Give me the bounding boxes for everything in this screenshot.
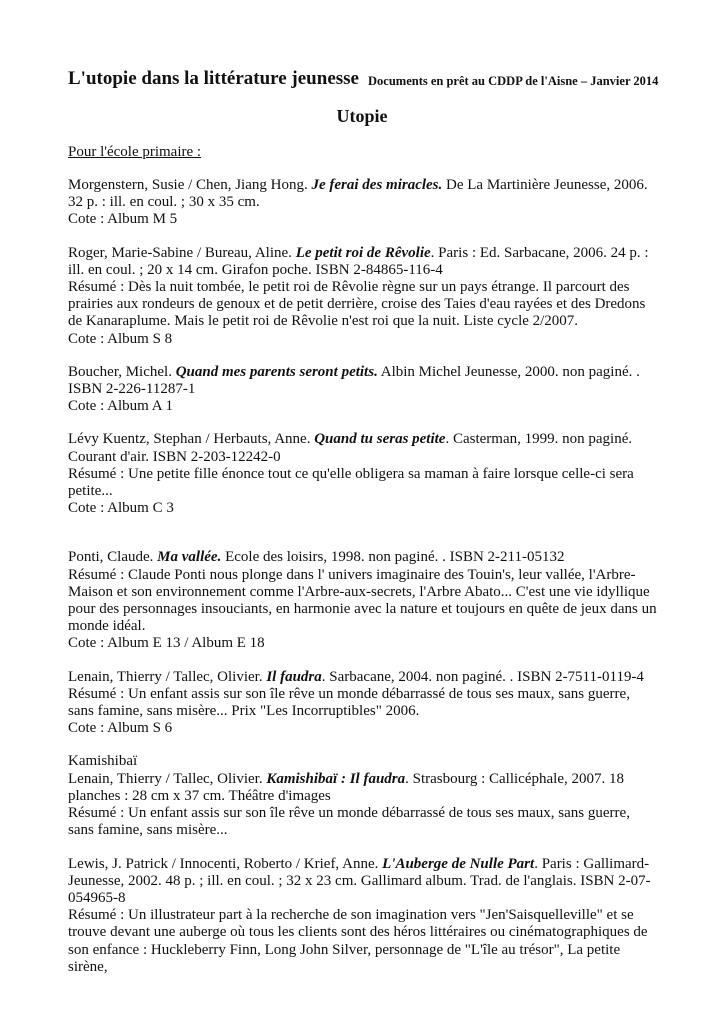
- entry-publication: De La Martinière Jeunesse, 2006. 32 p. : ill. en coul. ; 30 x 35 cm.: [68, 177, 648, 211]
- entry-citation: [68, 177, 658, 211]
- entry-cote: Cote : Album S 8: [68, 330, 173, 347]
- header-main-title: L'utopie dans la littérature jeunesse: [68, 68, 359, 89]
- bibliography-entry: [68, 669, 658, 738]
- entry-authors: Lévy Kuentz, Stephan / Herbauts, Anne.: [68, 431, 315, 448]
- entry-citation: [68, 431, 658, 465]
- entry-resume: Résumé : Une petite fille énonce tout ce qu'elle obligera sa maman à faire lorsque celle-ci sera petite...: [68, 465, 634, 500]
- entry-citation: [68, 364, 658, 398]
- entry-authors: Lewis, J. Patrick / Innocenti, Roberto / Krief, Anne.: [68, 855, 383, 872]
- entry-publication: . Strasbourg : Callicéphale, 2007. 18 planches : 28 cm x 37 cm. Théâtre d'images: [68, 770, 624, 804]
- entry-resume: Résumé : Dès la nuit tombée, le petit roi de Rêvolie règne sur un pays étrange. Il parcourt des prairies aux rondeurs de genoux et de petit derrière, croise des Taies d'eau rayées et des Dredons de Kanaraplume. Mais le petit roi de Rêvolie n'est roi que la nuit. Liste cycle 2/2007.: [68, 279, 646, 330]
- entry-citation: [68, 549, 658, 566]
- section-heading: Pour l'école primaire :: [68, 144, 202, 160]
- bibliography-entry: [68, 364, 658, 416]
- entry-authors: Morgenstern, Susie / Chen, Jiang Hong.: [68, 177, 312, 193]
- entry-publication: Albin Michel Jeunesse, 2000. non paginé. . ISBN 2-226-11287-1: [68, 363, 640, 398]
- entry-list: [68, 177, 658, 992]
- entry-title: Kamishibaï : Il faudra: [266, 770, 406, 787]
- entry-cote: Cote : Album A 1: [68, 398, 174, 415]
- bibliography-entry: [68, 431, 658, 517]
- bibliography-entry: [68, 753, 658, 839]
- entry-cote: Cote : Album S 6: [68, 720, 173, 737]
- entry-publication: . Casterman, 1999. non paginé. Courant d'air. ISBN 2-203-12242-0: [68, 431, 633, 465]
- entry-resume: Résumé : Un enfant assis sur son île rêve un monde débarrassé de tous ses maux, sans guerre, sans famine, sans misère... Prix "Les Incorruptibles" 2006.: [68, 685, 630, 720]
- entry-publication: Ecole des loisirs, 1998. non paginé. . ISBN 2-211-05132: [221, 549, 565, 566]
- entry-resume: Résumé : Un enfant assis sur son île rêve un monde débarrassé de tous ses maux, sans guerre, sans famine, sans misère...: [68, 805, 630, 839]
- entry-authors: Ponti, Claude.: [68, 549, 158, 566]
- entry-authors: Roger, Marie-Sabine / Bureau, Aline.: [68, 244, 296, 261]
- entry-citation: [68, 245, 658, 279]
- page-title: Utopie: [336, 106, 388, 126]
- entry-title: Il faudra: [266, 668, 322, 685]
- entry-title: Quand tu seras petite: [314, 431, 446, 448]
- entry-authors: Lenain, Thierry / Tallec, Olivier.: [68, 770, 267, 787]
- entry-citation: [68, 856, 658, 908]
- entry-category: Kamishibaï: [68, 753, 138, 770]
- header-side-note: Documents en prêt au CDDP de l'Aisne – Janvier 2014: [368, 74, 659, 88]
- entry-resume: Résumé : Claude Ponti nous plonge dans l' univers imaginaire des Touin's, leur vallée, l'Arbre-Maison et son environnement comme l'Arbre-aux-secrets, l'Arbre Abato... C'est une vie idyllique pour des personnages insouciants, en harmonie avec la nature et toujours en quête de jeux dans un monde idéal.: [68, 566, 657, 635]
- entry-title: L'Auberge de Nulle Part: [382, 855, 535, 872]
- entry-citation: [68, 669, 658, 686]
- entry-authors: Boucher, Michel.: [68, 363, 176, 380]
- entry-cote: Cote : Album C 3: [68, 500, 174, 517]
- entry-authors: Lenain, Thierry / Tallec, Olivier.: [68, 668, 267, 685]
- entry-title: Le petit roi de Rêvolie: [295, 244, 431, 261]
- entry-citation: [68, 771, 658, 805]
- entry-cote: Cote : Album M 5: [68, 211, 178, 228]
- bibliography-entry: [68, 177, 658, 229]
- entry-title: Quand mes parents seront petits.: [175, 363, 378, 380]
- entry-publication: . Paris : Ed. Sarbacane, 2006. 24 p. : ill. en coul. ; 20 x 14 cm. Girafon poche. ISBN 2-84865-116-4: [68, 244, 649, 278]
- entry-title: Je ferai des miracles.: [311, 177, 443, 193]
- entry-publication: . Sarbacane, 2004. non paginé. . ISBN 2-7511-0119-4: [321, 668, 644, 685]
- bibliography-entry: [68, 856, 658, 976]
- entry-publication: . Paris : Gallimard-Jeunesse, 2002. 48 p. ; ill. en coul. ; 32 x 23 cm. Gallimard album. Trad. de l'anglais. ISBN 2-07-054965-8: [68, 855, 651, 906]
- entry-title: Ma vallée.: [157, 549, 222, 566]
- document-header: [68, 68, 658, 90]
- entry-cote: Cote : Album E 13 / Album E 18: [68, 635, 265, 652]
- entry-resume: Résumé : Un illustrateur part à la recherche de son imagination vers "Jen'Saisquelleville" et se trouve devant une auberge où tous les clients sont des héros littéraires ou cinématographiques de son enfance : Huckleberry Finn, Long John Silver, personnage de "L'île au trésor", La petite sirène,: [68, 907, 648, 975]
- bibliography-entry: [68, 549, 658, 652]
- bibliography-entry: [68, 245, 658, 348]
